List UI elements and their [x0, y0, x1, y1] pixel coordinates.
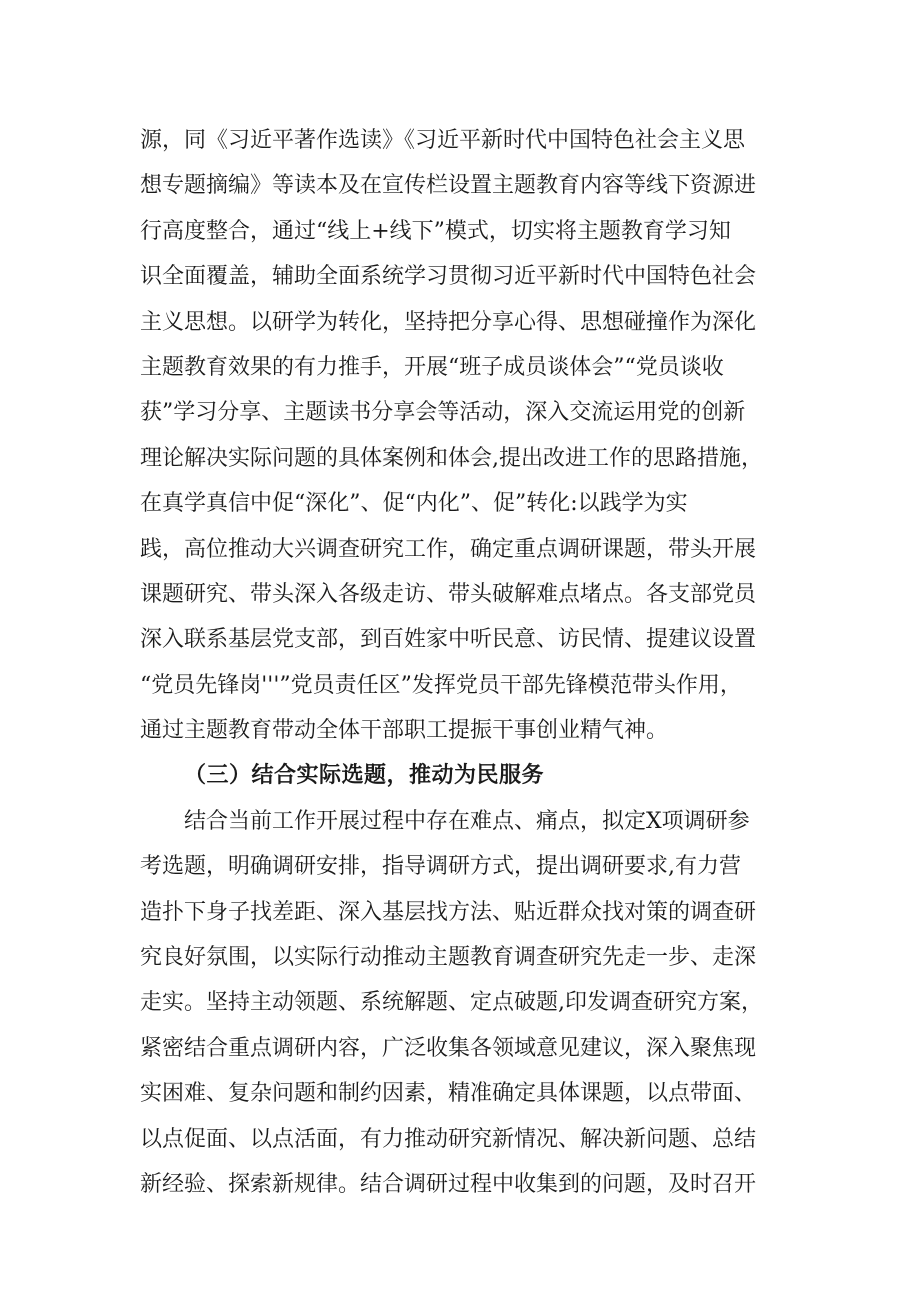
- paragraph-line: 走实。坚持主动领题、系统解题、定点破题,印发调查研究方案，: [140, 990, 763, 1016]
- paragraph-line: 造扑下身子找差距、深入基层找方法、贴近群众找对策的调查研: [140, 899, 757, 925]
- paragraph-line: 考选题，明确调研安排，指导调研方式，提出调研要求,有力营: [140, 854, 741, 880]
- paragraph-line: 想专题摘编》等读本及在宣传栏设置主题教育内容等线下资源进: [140, 173, 757, 199]
- paragraph-line: 主义思想。以研学为转化，坚持把分享心得、思想碰撞作为深化: [140, 309, 757, 335]
- paragraph-line: 识全面覆盖，辅助全面系统学习贯彻习近平新时代中国特色社会: [140, 264, 757, 290]
- paragraph-2: [140, 799, 790, 1208]
- paragraph-line: 实困难、复杂问题和制约因素，精准确定具体课题，以点带面、: [140, 1081, 757, 1107]
- paragraph-line: 在真学真信中促“深化”、促“内化”、促”转化:以践学为实: [140, 491, 688, 517]
- paragraph-line: 获”学习分享、主题读书分享会等活动，深入交流运用党的创新: [140, 400, 746, 426]
- paragraph-line: 通过主题教育带动全体干部职工提振干事创业精气神。: [140, 718, 669, 744]
- paragraph-line: 究良好氛围，以实际行动推动主题教育调查研究先走一步、走深: [140, 945, 757, 971]
- paragraph-line: 新经验、探索新规律。结合调研过程中收集到的问题，及时召开: [140, 1171, 757, 1197]
- section-heading: （三）结合实际选题，推动为民服务: [184, 762, 545, 789]
- paragraph-line: 课题研究、带头深入各级走访、带头破解难点堵点。各支部党员: [140, 581, 757, 607]
- paragraph-line: 理论解决实际问题的具体案例和体会,提出改进工作的思路措施，: [140, 445, 763, 471]
- paragraph-line: 行高度整合，通过“线上+线下”模式，切实将主题教育学习知: [140, 218, 731, 244]
- paragraph-line: 深入联系基层党支部，到百姓家中听民意、访民情、提建议设置: [140, 627, 757, 653]
- paragraph-1: [140, 118, 790, 753]
- paragraph-line: 践，高位推动大兴调查研究工作，确定重点调研课题，带头开展: [140, 536, 757, 562]
- paragraph-line: 源，同《习近平著作选读》《习近平新时代中国特色社会主义思: [140, 128, 746, 153]
- paragraph-line: 以点促面、以点活面，有力推动研究新情况、解决新问题、总结: [140, 1126, 757, 1152]
- paragraph-line: 紧密结合重点调研内容，广泛收集各领域意见建议，深入聚焦现: [140, 1035, 757, 1061]
- document-body: [140, 118, 790, 1207]
- paragraph-line: “党员先锋岗'''”党员责任区”发挥党员干部先锋模范带头作用，: [140, 672, 742, 698]
- paragraph-line: 结合当前工作开展过程中存在难点、痛点，拟定X项调研参: [184, 808, 750, 834]
- paragraph-line: 主题教育效果的有力推手，开展“班子成员谈体会”“党员谈收: [140, 354, 724, 380]
